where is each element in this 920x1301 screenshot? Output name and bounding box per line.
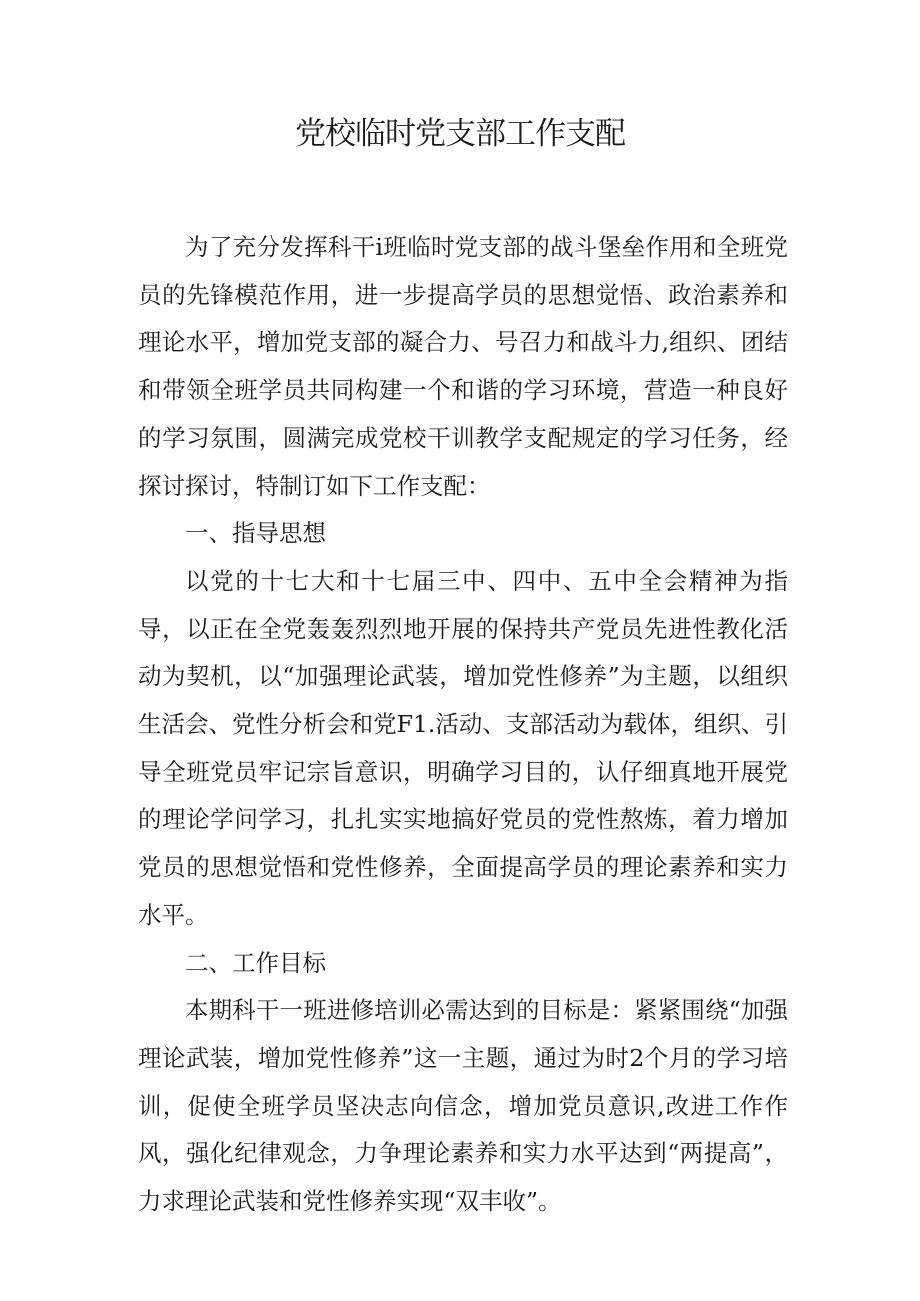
intro-paragraph: 为了充分发挥科干i班临时党支部的战斗堡垒作用和全班党员的先锋模范作用，进一步提高学员的思想觉悟、政治素养和理论水平，增加党支部的凝合力、号召力和战斗力,组织、团结和带领全班学员共同构建一个和谐的学习环境，营造一种良好的学习氛围，圆满完成党校干训教学支配规定的学习任务，经探讨探讨，特制订如下工作支配： [138, 233, 788, 500]
document-body [138, 224, 788, 1226]
guiding-thought-paragraph: 以党的十七大和十七届三中、四中、五中全会精神为指导，以正在全党轰轰烈烈地开展的保持共产党员先进性教化活动为契机，以“加强理论武装，增加党性修养”为主题，以组织生活会、党性分析会和党F1.活动、支部活动为载体，组织、引导全班党员牢记宗旨意识，明确学习目的，认仔细真地开展党的理论学问学习，扎扎实实地搞好党员的党性熬炼，着力增加党员的思想觉悟和党性修养，全面提高学员的理论素养和实力水平。 [138, 566, 788, 929]
section-heading-guiding-thought: 一、指导思想 [185, 519, 326, 548]
section-heading-work-goals: 二、工作目标 [185, 948, 326, 977]
document-title: 党校临时党支部工作支配 [295, 116, 625, 152]
work-goals-paragraph: 本期科干一班进修培训必需达到的目标是：紧紧围绕“加强理论武装，增加党性修养”这一主题，通过为时2个月的学习培训，促使全班学员坚决志向信念，增加党员意识,改进工作作风，强化纪律观念，力争理论素养和实力水平达到“两提高”，力求理论武装和党性修养实现“双丰收”。 [138, 996, 788, 1216]
